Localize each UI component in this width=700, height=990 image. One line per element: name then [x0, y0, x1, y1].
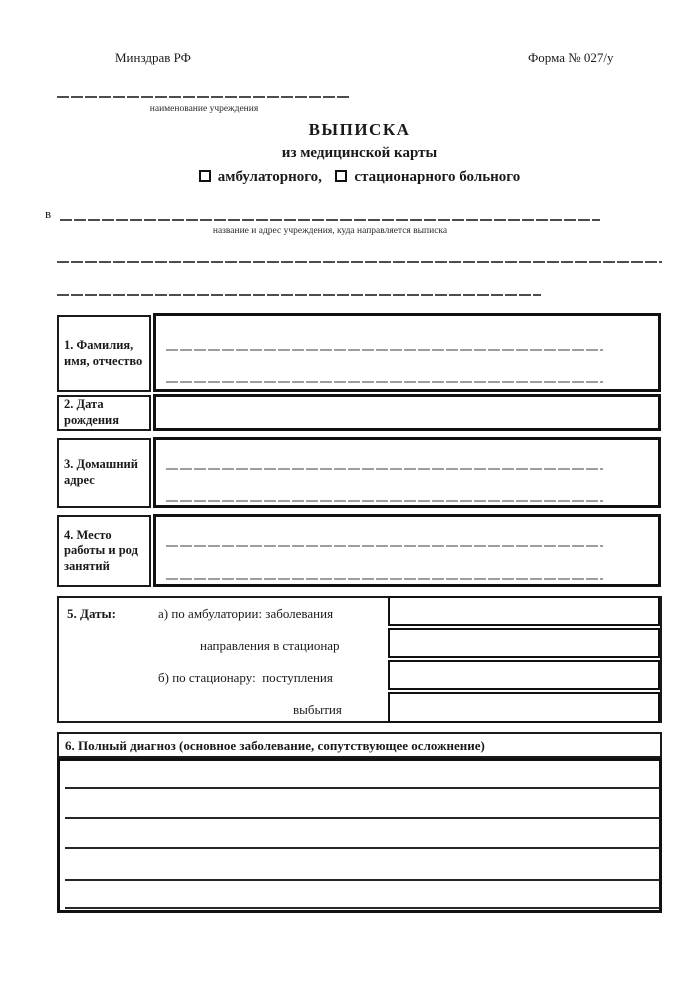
field-label-workplace: [57, 515, 151, 587]
checkbox-ambulatory-label: амбулаторного,: [217, 169, 322, 185]
date-input-illness[interactable]: [388, 596, 660, 626]
institution-caption: наименование учреждения: [149, 104, 259, 114]
field-label-name: [57, 315, 151, 392]
dates-row-label-referral: направления в стационар: [200, 638, 340, 653]
field-label-address: [57, 438, 151, 508]
form-number-label: Форма № 027/у: [528, 50, 614, 65]
write-line[interactable]: [65, 817, 660, 819]
form-subtitle: из медицинской карты: [281, 145, 438, 161]
dates-row-label-illness: а) по амбулатории: заболевания: [158, 606, 334, 621]
destination-extra-line-1[interactable]: [57, 261, 662, 263]
checkbox-ambulatory[interactable]: [199, 170, 211, 182]
institution-name-input-line[interactable]: [57, 96, 351, 98]
dates-section-label: 5. Даты:: [67, 606, 116, 621]
write-line[interactable]: [65, 787, 660, 789]
field-label-address-text: 3. Домашний адрес: [64, 457, 138, 487]
diagnosis-header: 6. Полный диагноз (основное заболевание, сопутствующее осложнение): [57, 732, 662, 758]
date-input-discharge[interactable]: [388, 692, 660, 723]
field-label-name-text: 1. Фамилия, имя, отчество: [64, 337, 143, 368]
checkbox-inpatient-label: стационарного больного: [354, 169, 521, 185]
dates-section: [57, 596, 662, 723]
dates-row-label-admission: б) по стационару: поступления: [158, 670, 333, 685]
field-input-workplace[interactable]: [153, 514, 661, 587]
write-line[interactable]: [166, 500, 603, 502]
patient-type-row: [57, 169, 662, 186]
destination-caption: название и адрес учреждения, куда направляется выписка: [212, 226, 448, 236]
destination-input-line[interactable]: [60, 219, 600, 221]
date-input-admission[interactable]: [388, 660, 660, 690]
diagnosis-input-area[interactable]: [57, 758, 662, 913]
dates-row-label-discharge: выбытия: [293, 702, 342, 717]
write-line[interactable]: [65, 879, 660, 881]
field-label-workplace-text: 4. Место работы и род занятий: [64, 527, 138, 573]
write-line[interactable]: [65, 847, 660, 849]
field-input-address[interactable]: [153, 437, 661, 508]
field-input-name[interactable]: [153, 313, 661, 392]
write-line[interactable]: [65, 907, 660, 909]
date-input-referral[interactable]: [388, 628, 660, 658]
destination-prefix: в: [45, 206, 52, 221]
checkbox-inpatient[interactable]: [335, 170, 347, 182]
form-title: ВЫПИСКА: [308, 120, 411, 139]
ministry-label: Минздрав РФ: [115, 50, 191, 65]
destination-extra-line-2[interactable]: [57, 294, 541, 296]
field-input-birthdate[interactable]: [153, 394, 661, 431]
field-label-birthdate-text: 2. Дата рождения: [64, 397, 119, 427]
write-line[interactable]: [166, 578, 603, 580]
write-line[interactable]: [166, 545, 603, 547]
field-label-birthdate: [57, 395, 151, 431]
write-line[interactable]: [166, 468, 603, 470]
write-line[interactable]: [166, 349, 603, 351]
write-line[interactable]: [166, 381, 603, 383]
